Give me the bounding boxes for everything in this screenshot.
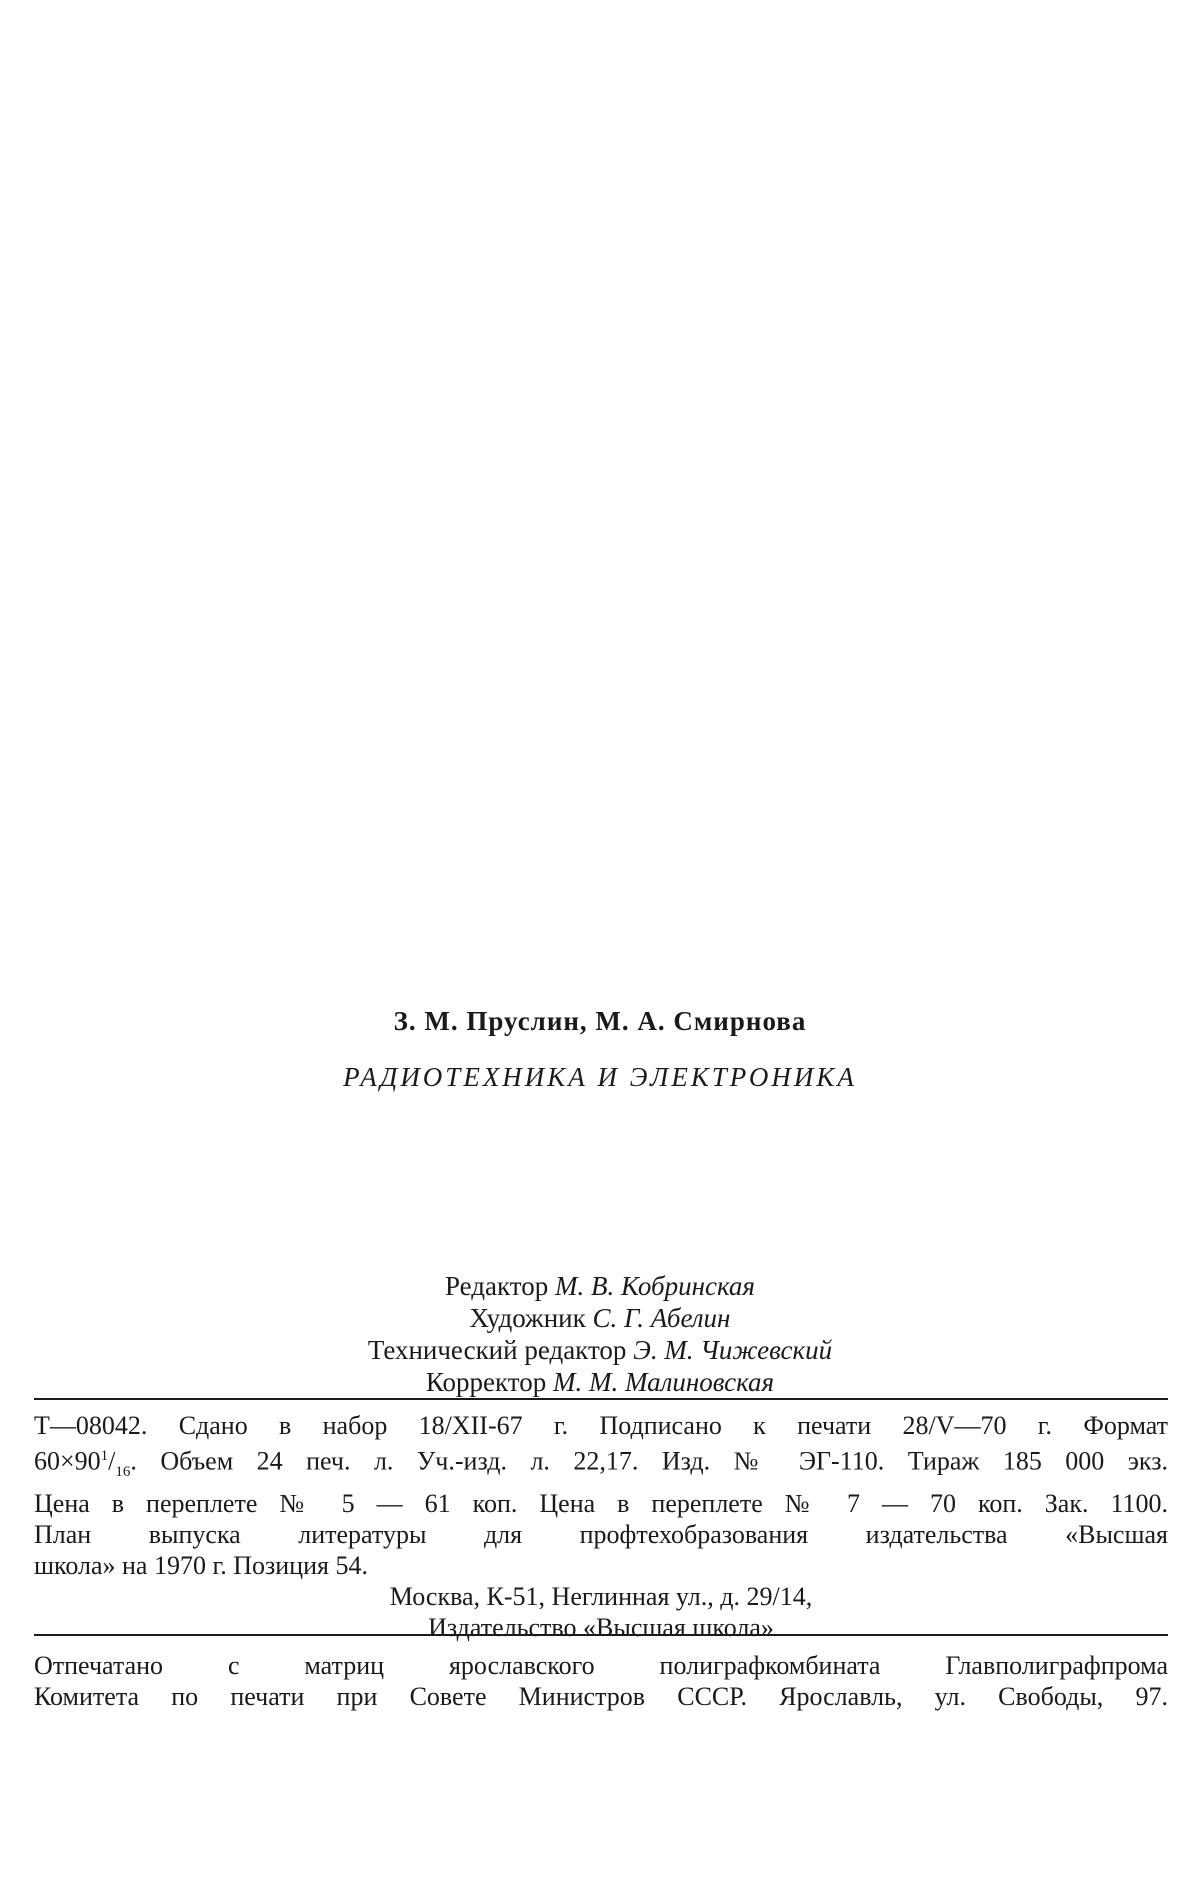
credit-name: С. Г. Абелин — [592, 1303, 731, 1333]
credit-role: Корректор — [425, 1367, 547, 1397]
credit-editor — [0, 1270, 1200, 1302]
credit-role: Редактор — [445, 1271, 549, 1301]
printer-line: Комитета по печати при Совете Министров СССР. Ярославль, ул. Свободы, 97. — [34, 1682, 1168, 1711]
format-slash: / — [108, 1446, 116, 1476]
credit-role: Художник — [469, 1303, 586, 1333]
imprint-line: Цена в переплете № 5 — 61 коп. Цена в переплете № 7 — 70 коп. Зак. 1100. — [34, 1488, 1168, 1518]
credit-name: Э. М. Чижевский — [633, 1335, 833, 1365]
divider-bottom — [34, 1634, 1168, 1636]
format-rest: . Объем 24 печ. л. Уч.-изд. л. 22,17. Изд. № ЭГ-110. Тираж 185 000 экз. — [130, 1446, 1168, 1476]
format-prefix: 60×90 — [34, 1446, 101, 1476]
book-title: РАДИОТЕХНИКА И ЭЛЕКТРОНИКА — [343, 1062, 857, 1092]
imprint-line: Т—08042. Сдано в набор 18/XII-67 г. Подписано к печати 28/V—70 г. Формат — [34, 1411, 1168, 1440]
publisher-name: Издательство «Высшая школа» — [428, 1612, 774, 1642]
divider-top — [34, 1398, 1168, 1400]
book-authors: З. М. Пруслин, М. А. Смирнова — [393, 1006, 807, 1036]
format-numerator: 1 — [100, 1448, 109, 1464]
credit-technical-editor — [0, 1334, 1200, 1366]
credit-name: М. В. Кобринская — [554, 1271, 755, 1301]
imprint-block — [34, 1410, 1168, 1643]
printer-line: Отпечатано с матриц ярославского полиграфкомбината Главполиграфпрома — [34, 1651, 1168, 1680]
credit-name: М. М. Малиновская — [552, 1367, 775, 1397]
imprint-line-format — [34, 1441, 1168, 1488]
imprint-line: План выпуска литературы для профтехобразования издательства «Высшая — [34, 1519, 1168, 1549]
credit-proofreader — [0, 1366, 1200, 1398]
publisher-address: Москва, К-51, Неглинная ул., д. 29/14, — [389, 1581, 813, 1611]
printer-block — [34, 1650, 1168, 1712]
format-denominator: 16 — [115, 1463, 131, 1480]
credit-artist — [0, 1302, 1200, 1334]
credit-role: Технический редактор — [367, 1335, 627, 1365]
imprint-line: школа» на 1970 г. Позиция 54. — [34, 1550, 368, 1580]
credits-block — [0, 1270, 1200, 1398]
